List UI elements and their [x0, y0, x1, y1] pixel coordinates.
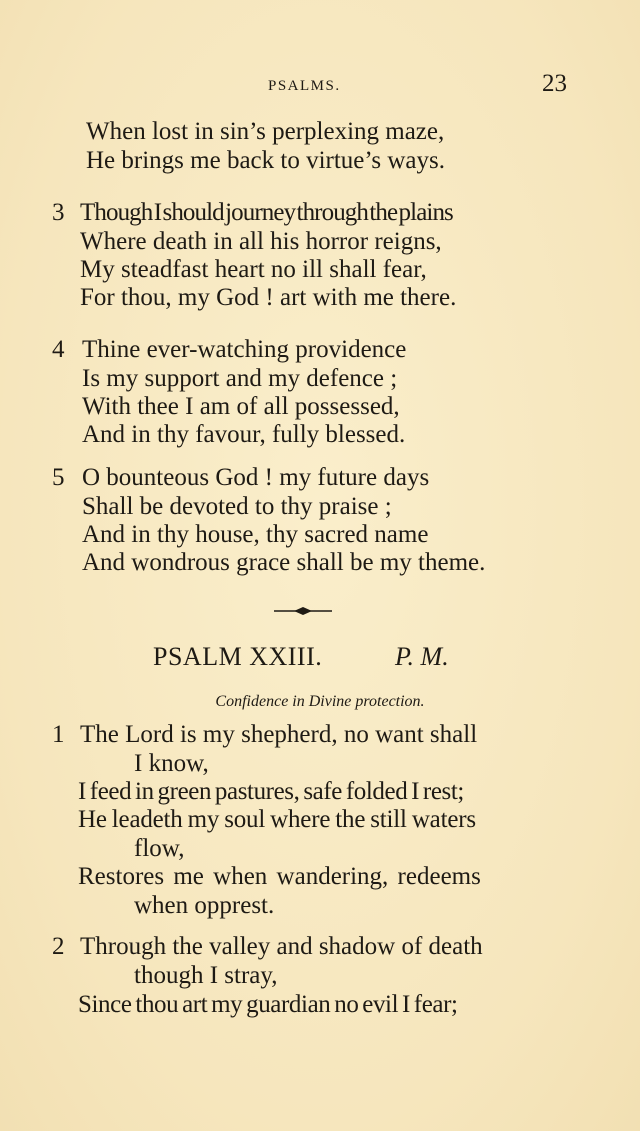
line-text: Restores me when wandering, redeems [78, 863, 481, 890]
stanza-number: 5 [52, 464, 65, 491]
line-text: The Lord is my shepherd, no want shall [80, 721, 478, 748]
stanza-number: 1 [52, 721, 65, 748]
verse-line [0, 961, 640, 991]
verse-line [0, 198, 640, 228]
line-text: My steadfast heart no ill shall fear, [80, 256, 427, 283]
line-text: Is my support and my defence ; [82, 365, 398, 392]
stanza-number: 2 [52, 933, 65, 960]
verse-line [0, 117, 640, 147]
running-title: PSALMS. [268, 78, 341, 94]
verse-line [0, 420, 640, 450]
line-text: though I stray, [134, 962, 278, 989]
line-text: Through the valley and shadow of death [80, 933, 483, 960]
verse-line [0, 335, 640, 365]
verse-line [0, 392, 640, 422]
line-text: when opprest. [134, 892, 275, 919]
psalm-subtitle: Confidence in Divine protection. [215, 693, 425, 710]
verse-line [0, 990, 640, 1020]
verse-line [0, 463, 640, 493]
verse-line [0, 834, 640, 864]
line-text: For thou, my God ! art with me there. [80, 284, 457, 311]
line-text: And in thy favour, fully blessed. [82, 421, 406, 448]
verse-line [0, 146, 640, 176]
verse-line [0, 548, 640, 578]
line-text: Shall be devoted to thy praise ; [82, 493, 392, 520]
line-text: Though I should journey through the plains [80, 199, 453, 226]
psalm-heading [0, 640, 640, 674]
verse-line [0, 932, 640, 962]
ornament-divider [272, 604, 334, 618]
running-head [0, 70, 640, 100]
verse-line [0, 283, 640, 313]
verse-line [0, 255, 640, 285]
verse-line [0, 862, 640, 892]
line-text: Thine ever-watching providence [82, 336, 407, 363]
page-number: 23 [542, 70, 567, 97]
line-text: He brings me back to virtue’s ways. [86, 147, 445, 174]
psalm-title: PSALM XXIII. [153, 642, 323, 671]
verse-line [0, 364, 640, 394]
verse-line [0, 720, 640, 750]
line-text: And in thy house, thy sacred name [82, 521, 429, 548]
line-text: Where death in all his horror reigns, [80, 228, 442, 255]
stanza-number: 4 [52, 336, 65, 363]
verse-line [0, 749, 640, 779]
line-text: When lost in sin’s perplexing maze, [86, 118, 445, 145]
verse-line [0, 891, 640, 921]
psalm-meter: P. M. [395, 642, 449, 671]
verse-line [0, 227, 640, 257]
verse-line [0, 805, 640, 835]
line-text: flow, [134, 835, 185, 862]
line-text: Since thou art my guardian no evil I fear; [78, 991, 458, 1018]
stanza-number: 3 [52, 199, 65, 226]
line-text: I know, [134, 750, 209, 777]
line-text: O bounteous God ! my future days [82, 464, 430, 491]
verse-line [0, 520, 640, 550]
line-text: I feed in green pastures, safe folded I rest; [78, 778, 464, 805]
verse-line [0, 777, 640, 807]
line-text: He leadeth my soul where the still waters [78, 806, 476, 833]
line-text: With thee I am of all possessed, [82, 393, 400, 420]
line-text: And wondrous grace shall be my theme. [82, 549, 486, 576]
verse-line [0, 492, 640, 522]
